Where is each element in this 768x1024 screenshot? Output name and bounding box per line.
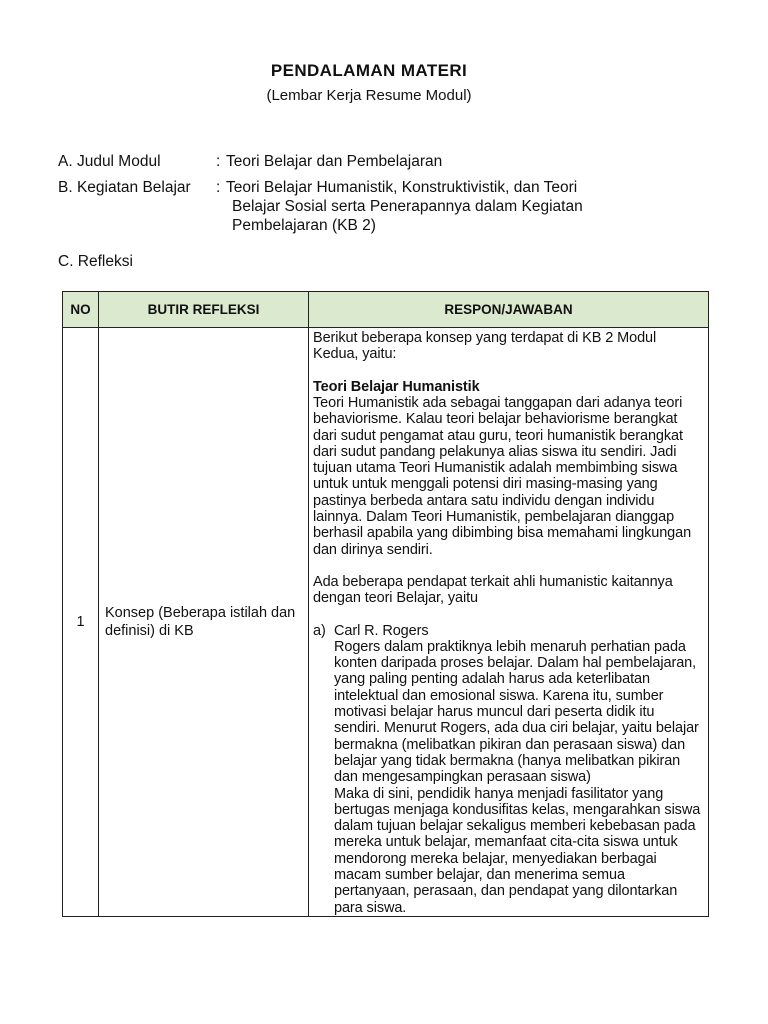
respon-paragraph-2: Ada beberapa pendapat terkait ahli humanistic kaitannya dengan teori Belajar, yaitu [313,573,673,607]
judul-modul-row [58,152,442,171]
item-body-1: Rogers dalam praktiknya lebih menaruh perhatian pada konten daripada proses belajar. Dalam hal pembelajaran, yang paling penting adalah harus ada keterlibatan intelektual dan emosional siswa. Karena itu, sumber motivasi belajar harus muncul dari peserta didik itu sendiri. Menurut Rogers, ada dua ciri belajar, yaitu belajar bermakna (melibatkan pikiran dan perasaan siswa) dan belajar yang tidak bermakna (hanya melibatkan pikiran dan mengesampingkan perasaan siswa) [334,638,699,786]
table-row [63,328,709,917]
cell-respon [309,328,709,917]
table-header-row [63,292,709,328]
kegiatan-belajar-line-3: Pembelajaran (KB 2) [232,217,376,234]
cell-no: 1 [63,328,99,917]
item-marker: a) [313,622,326,639]
header-no: NO [63,292,99,328]
item-body-2: Maka di sini, pendidik hanya menjadi fasilitator yang bertugas menjaga kondusifitas kelas, mengarahkan siswa dalam tujuan belajar sekaligus memberi kebebasan pada mereka untuk belajar, memanfaat cita-cita siswa untuk mendorong mereka belajar, menyediakan berbagai macam sumber belajar, dan menerima semua pertanyaan, perasaan, dan pendapat yang dilontarkan para siswa. [334,785,701,916]
kegiatan-belajar-value [226,178,666,235]
page-title: PENDALAMAN MATERI [270,61,468,80]
kegiatan-belajar-separator: : [216,179,221,196]
kegiatan-belajar-label: B. Kegiatan Belajar [58,179,191,196]
respon-paragraph-1: Teori Humanistik ada sebagai tanggapan dari adanya teori behaviorisme. Kalau teori belajar behaviorisme berangkat dari sudut pengamat atau guru, teori humanistik berangkat dari sudut pandang pelakunya alias siswa itu sendiri. Jadi tujuan utama Teori Humanistik adalah membimbing siswa untuk untuk menggali potensi diri masing-masing yang pastinya berbeda antara satu individu dengan individu lainnya. Dalam Teori Humanistik, pembelajaran dianggap berhasil apabila yang dibimbing bisa memahami lingkungan dan dirinya sendiri. [313,394,692,558]
respon-intro: Berikut beberapa konsep yang terdapat di KB 2 Modul Kedua, yaitu: [313,330,657,363]
respon-item-a [313,623,704,639]
cell-butir: Konsep (Beberapa istilah dan definisi) di KB [99,328,309,917]
page-subtitle: (Lembar Kerja Resume Modul) [266,87,472,104]
respon-heading: Teori Belajar Humanistik [313,378,480,395]
kegiatan-belajar-row [58,178,583,234]
refleksi-label: C. Refleksi [58,253,133,270]
judul-modul-separator: : [216,153,221,170]
header-respon-jawaban: RESPON/JAWABAN [309,292,709,328]
header-butir-refleksi: BUTIR REFLEKSI [99,292,309,328]
reflection-table [62,291,709,917]
item-name: Carl R. Rogers [334,622,429,639]
judul-modul-value: Teori Belajar dan Pembelajaran [226,153,443,170]
judul-modul-label: A. Judul Modul [58,153,161,170]
kegiatan-belajar-line-2: Belajar Sosial serta Penerapannya dalam Kegiatan [232,198,583,215]
kegiatan-belajar-line-1: Teori Belajar Humanistik, Konstruktivistik, dan Teori [226,179,578,196]
